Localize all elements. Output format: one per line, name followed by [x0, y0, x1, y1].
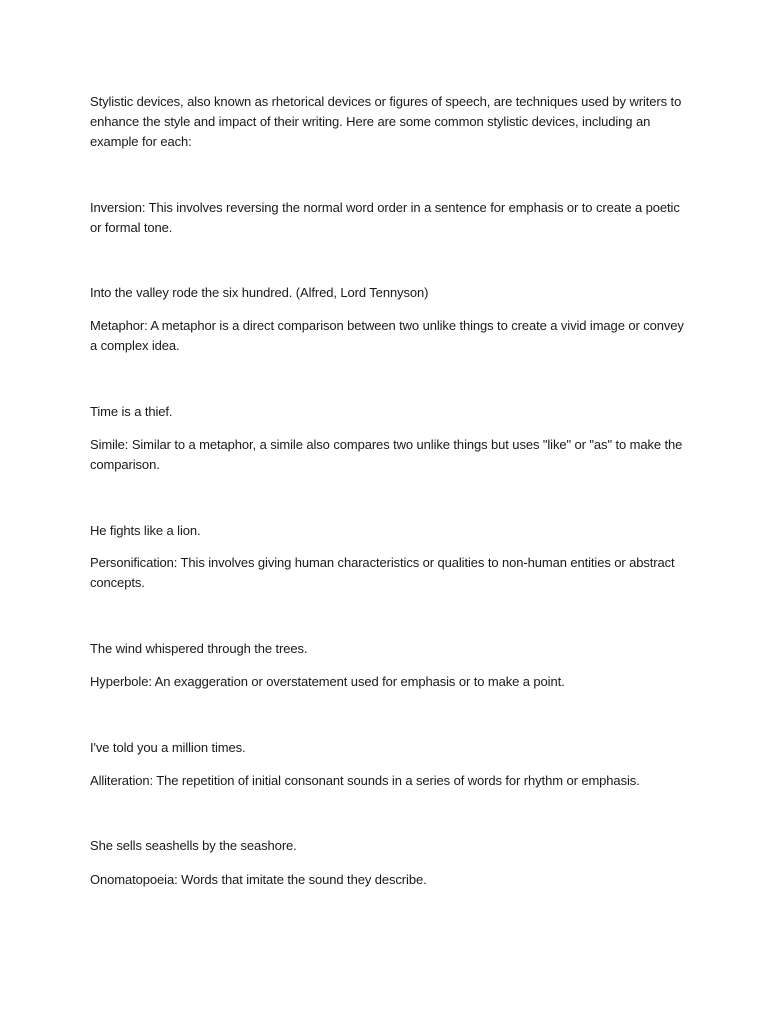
- onomatopoeia-definition: Onomatopoeia: Words that imitate the sound they describe.: [90, 872, 427, 887]
- alliteration-definition: Alliteration: The repetition of initial consonant sounds in a series of words for rhythm or emphasis.: [90, 773, 640, 788]
- inversion-example: Into the valley rode the six hundred. (Alfred, Lord Tennyson): [90, 285, 429, 300]
- metaphor-definition: Metaphor: A metaphor is a direct comparison between two unlike things to create a vivid image or convey a complex idea.: [90, 318, 684, 353]
- simile-example: He fights like a lion.: [90, 523, 201, 538]
- alliteration-example: She sells seashells by the seashore.: [90, 838, 297, 853]
- intro-paragraph: Stylistic devices, also known as rhetorical devices or figures of speech, are techniques used by writers to enhance the style and impact of their writing. Here are some common stylistic devices, including an example for each:: [90, 94, 682, 149]
- simile-definition: Simile: Similar to a metaphor, a simile also compares two unlike things but uses "like" or "as" to make the comparison.: [90, 437, 683, 472]
- personification-definition: Personification: This involves giving human characteristics or qualities to non-human entities or abstract concepts.: [90, 555, 675, 590]
- hyperbole-definition: Hyperbole: An exaggeration or overstatement used for emphasis or to make a point.: [90, 674, 565, 689]
- metaphor-example: Time is a thief.: [90, 404, 173, 419]
- hyperbole-example: I've told you a million times.: [90, 740, 246, 755]
- personification-example: The wind whispered through the trees.: [90, 641, 308, 656]
- inversion-definition: Inversion: This involves reversing the normal word order in a sentence for emphasis or to create a poetic or formal tone.: [90, 200, 680, 235]
